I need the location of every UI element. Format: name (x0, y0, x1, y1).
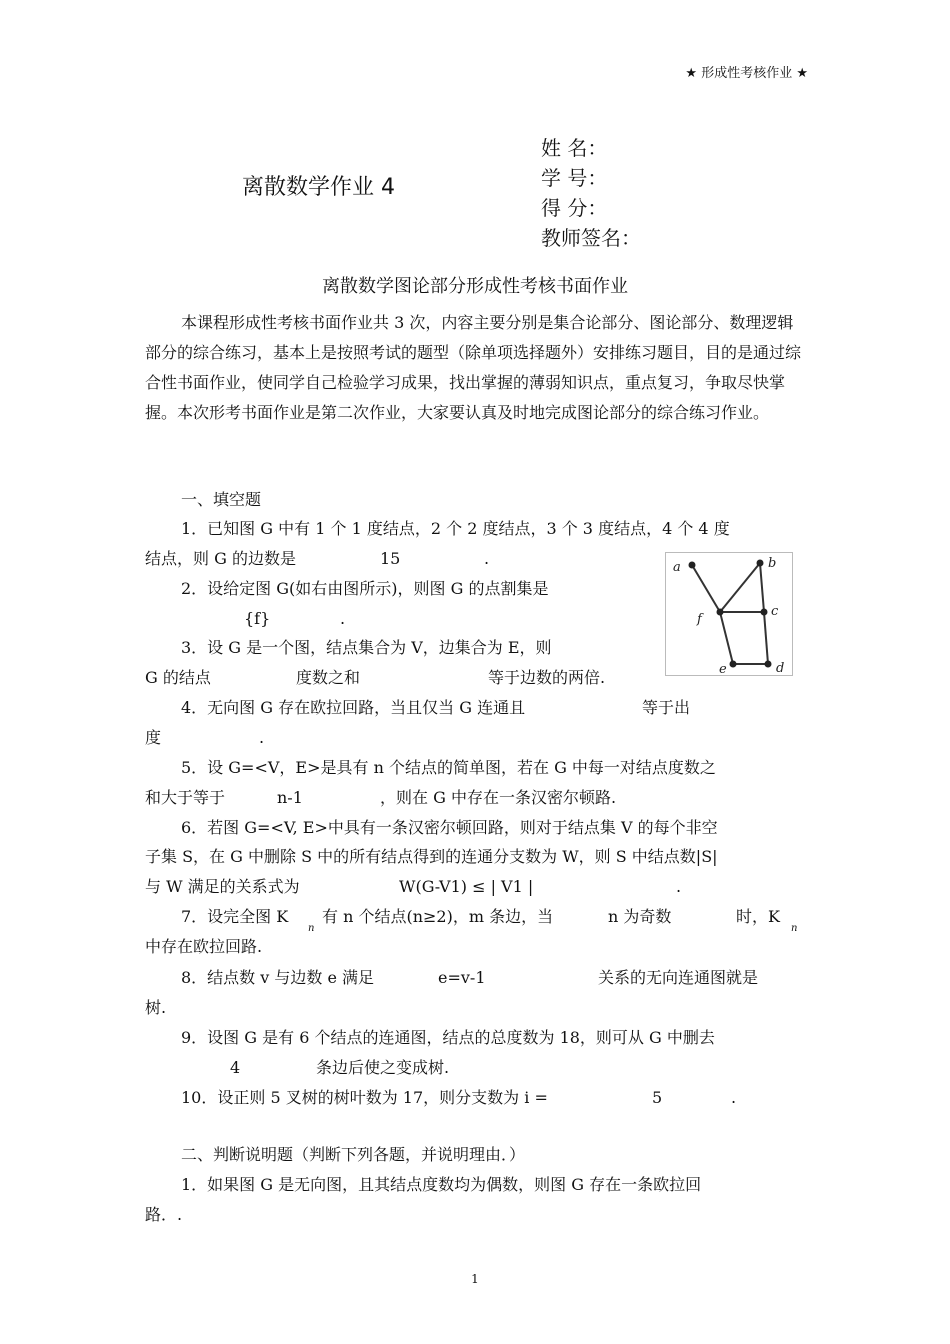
field-score: 得 分： (541, 196, 608, 220)
q2-end: . (340, 609, 346, 628)
q5-line2: 和大于等于 (145, 788, 226, 807)
field-teacher: 教师签名： (541, 226, 641, 250)
q4-line1: 4．无向图 G 存在欧拉回路，当且仅当 G 连通且 (181, 698, 526, 717)
q3-part2: 度数之和 (296, 668, 361, 687)
q5-line1: 5．设 G=<V，E>是具有 n 个结点的简单图，若在 G 中每一对结点度数之 (181, 758, 716, 777)
q9-answer: 4 (230, 1058, 241, 1077)
intro-paragraph: 本课程形成性考核书面作业共 3 次，内容主要分别是集合论部分、图论部分、数理逻辑部分的综合练习，基本上是按照考试的题型（除单项选择题外）安排练习题目，目的是通过综合性书面作业，使同学自己检验学习成果，找出掌握的薄弱知识点，重点复习，争取尽快掌握。本次形考书面作业是第二次作业，大家要认真及时地完成图论部分的综合练习作业。 (145, 313, 802, 422)
q6-line3: 与 W 满足的关系式为 (145, 877, 300, 896)
q7-line1: 7．设完全图 K (181, 907, 289, 926)
q1-line2: 结点，则 G 的边数是 (145, 549, 296, 568)
section-judgement: 二、判断说明题（判断下列各题，并说明理由．） (181, 1145, 526, 1164)
q7-line2: 中存在欧拉回路. (145, 937, 263, 956)
section-fill-blank: 一、填空题 (181, 490, 262, 509)
doc-subtitle: 离散数学图论部分形成性考核书面作业 (322, 276, 628, 297)
q6-line1: 6．若图 G=<V, E>中具有一条汉密尔顿回路，则对于结点集 V 的每个非空 (181, 818, 718, 837)
q8-line2: 树. (145, 998, 167, 1017)
q9-line1: 9．设图 G 是有 6 个结点的连通图，结点的总度数为 18，则可从 G 中删去 (181, 1028, 715, 1047)
q10-answer: 5 (652, 1088, 663, 1107)
graph-svg (665, 552, 793, 676)
q4-end: . (259, 728, 265, 747)
graph-figure (665, 552, 793, 680)
q1-line1: 1．已知图 G 中有 1 个 1 度结点，2 个 2 度结点，3 个 3 度结点，4 个 4 度 (181, 519, 730, 538)
q7-subscript-2: n (791, 923, 798, 934)
q5-answer: n-1 (277, 788, 303, 807)
q7-line1-mid: 有 n 个结点(n≥2)，m 条边，当 (322, 907, 554, 926)
vertex-label-d: d (776, 661, 785, 676)
q2-line1: 2．设给定图 G(如右由图所示)，则图 G 的点割集是 (181, 579, 549, 598)
q8-line1: 8．结点数 v 与边数 e 满足 (181, 968, 375, 987)
q8-answer: e=v-1 (438, 968, 486, 987)
q5-line2-end: ，则在 G 中存在一条汉密尔顿路. (380, 788, 617, 807)
vertex-label-c: c (771, 604, 779, 619)
q6-line2: 子集 S，在 G 中删除 S 中的所有结点得到的连通分支数为 W，则 S 中结点数|S| (145, 847, 718, 866)
q1-answer: 15 (380, 549, 401, 568)
page-number: 1 (471, 1272, 479, 1286)
vertex-label-e: e (719, 662, 727, 676)
q3-part1: G 的结点 (145, 668, 211, 687)
q6-end: . (676, 877, 682, 896)
q3-line1: 3．设 G 是一个图，结点集合为 V，边集合为 E，则 (181, 638, 552, 657)
vertex-label-a: a (673, 560, 681, 575)
q10-line1: 10．设正则 5 叉树的树叶数为 17，则分支数为 i = (181, 1088, 548, 1107)
header-label: ★ 形成性考核作业 ★ (685, 66, 808, 81)
q9-line2: 条边后使之变成树. (316, 1058, 450, 1077)
q7-line1-end: 时，K (736, 907, 780, 926)
q10-end: . (731, 1088, 737, 1107)
q3-part3: 等于边数的两倍. (488, 668, 606, 687)
j1-line1: 1．如果图 G 是无向图，且其结点度数均为偶数，则图 G 存在一条欧拉回 (181, 1175, 702, 1194)
q1-end: . (484, 549, 490, 568)
vertex-label-b: b (768, 556, 777, 571)
doc-title: 离散数学作业 4 (242, 175, 395, 200)
field-name: 姓 名： (541, 136, 608, 160)
q7-answer: n 为奇数 (608, 907, 672, 926)
j1-line2: 路．. (145, 1205, 183, 1224)
q6-answer: W(G-V1) ≤ | V1 | (399, 877, 534, 896)
q2-answer: {f} (244, 609, 271, 628)
q4-line1-end: 等于出 (642, 698, 691, 717)
q4-line2: 度 (145, 728, 162, 747)
vertex-label-f: f (697, 612, 702, 627)
q7-subscript-1: n (308, 923, 315, 934)
field-student-id: 学 号： (541, 166, 608, 190)
q8-line1-end: 关系的无向连通图就是 (598, 968, 759, 987)
